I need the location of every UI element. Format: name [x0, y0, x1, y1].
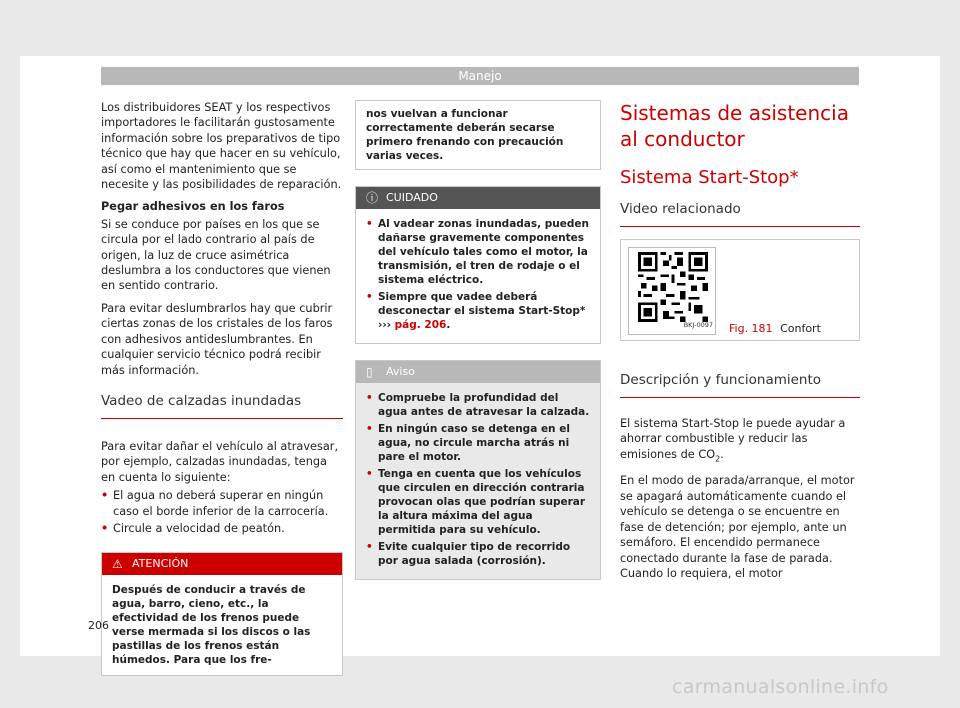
warning-box: [101, 552, 343, 676]
paragraph: Los distribuidores SEAT y los respectivos importadores le facilitarán gustosamente información sobre los preparativos de tipo técnico que hay que hacer en su vehículo, así como el mantenimiento que se necesite y las posibilidades de reparación.: [101, 101, 342, 192]
qr-code-label: BKJ-0097: [683, 320, 713, 329]
caution-box: [355, 186, 601, 344]
paragraph: Para evitar dañar el vehículo al atravesar, por ejemplo, calzadas inundadas, tenga en cuenta lo siguiente:: [101, 439, 339, 484]
list-item: • Evite cualquier tipo de recorrido por agua salada (corrosión).: [366, 540, 590, 568]
qr-code[interactable]: [628, 247, 716, 335]
subsection-title: Video relacionado: [620, 200, 860, 227]
note-box-header: [356, 361, 600, 383]
note-icon: ▯: [366, 365, 373, 379]
info-circle-icon: ⓘ: [366, 191, 379, 205]
figure-caption-text: Confort: [780, 321, 821, 335]
paragraph: Si se conduce por países en los que se circula por el lado contrario al país de origen, la luz de cruce asimétrica deslumbra a los conductores que vienen en sentido contrario.: [101, 217, 331, 293]
paragraph: Para evitar deslumbrarlos hay que cubrir ciertas zonas de los cristales de los faros con adhesivos antideslumbrantes. En cualquier servicio técnico podrá recibir más información.: [101, 301, 333, 377]
note-body: [356, 383, 600, 579]
qr-code-icon: [635, 252, 711, 322]
paragraph: [620, 416, 860, 466]
page-header: Manejo: [101, 67, 859, 85]
list-item: [366, 290, 590, 332]
caution-box-header: [356, 187, 600, 209]
paragraph-end: .: [720, 447, 724, 461]
column-middle: [355, 100, 601, 580]
warning-box-header: [102, 553, 342, 575]
figure-caption: [729, 321, 821, 336]
list-item: • En ningún caso se detenga en el agua, no circule marcha atrás ni pare el motor.: [366, 422, 590, 464]
section-subheading: Vadeo de calzadas inundadas: [101, 392, 343, 419]
caution-title: CUIDADO: [386, 191, 438, 204]
note-title: Aviso: [386, 365, 415, 378]
section-title: Sistema Start-Stop*: [620, 167, 799, 188]
warning-continued-text: nos vuelvan a funcionar correctamente deberán secarse primero frenando con precaución varias veces.: [355, 100, 601, 170]
caution-body: [356, 209, 600, 343]
list-item: • Circule a velocidad de peatón.: [101, 521, 343, 536]
warning-text: Después de conducir a través de agua, barro, cieno, etc., la efectividad de los frenos puede verse mermada si los discos o las pastillas de los frenos están húmedos. Para que los fre-: [102, 575, 342, 675]
note-box: [355, 360, 601, 580]
warning-triangle-icon: ⚠: [112, 557, 123, 572]
section-headline: Pegar adhesivos en los faros: [101, 200, 285, 214]
list-item: • Tenga en cuenta que los vehículos que circulen en dirección contraria provocan olas que podrían superar la altura máxima del agua permitida para su vehículo.: [366, 467, 590, 537]
page-reference-link[interactable]: pág. 206: [394, 319, 447, 331]
paragraph: En el modo de parada/arranque, el motor se apagará automáticamente cuando el vehículo se detenga o se encuentre en fase de detención; por ejemplo, ante un semáforo. El encendido permanece conectado durante la fase de parada. Cuando lo requiera, el motor: [620, 474, 855, 580]
list-item: • El agua no deberá superar en ningún caso el borde inferior de la carrocería.: [101, 488, 343, 519]
page-number: 206: [88, 619, 109, 632]
figure: [620, 239, 860, 341]
list-item-text: Siempre que vadee deberá desconectar el sistema Start-Stop* ›››: [378, 291, 586, 331]
list-item: • Compruebe la profundidad del agua antes de atravesar la calzada.: [366, 391, 590, 419]
warning-title: ATENCIÓN: [132, 557, 189, 571]
watermark: carmanualsonline.info: [672, 676, 889, 698]
chapter-title: Sistemas de asistencia al conductor: [620, 101, 849, 151]
column-left: [101, 100, 343, 676]
subsection-title: Descripción y funcionamiento: [620, 371, 860, 398]
list-item-end: .: [446, 319, 451, 331]
list-item: • Al vadear zonas inundadas, pueden dañarse gravemente componentes del vehículo tales como el motor, la transmisión, el tren de rodaje o el sistema eléctrico.: [366, 217, 590, 287]
column-right: [620, 100, 860, 588]
figure-number: Fig. 181: [729, 321, 773, 335]
subscript: 2: [715, 454, 721, 464]
paragraph-text: El sistema Start-Stop le puede ayudar a ahorrar combustible y reducir las emisiones de CO: [620, 417, 846, 461]
